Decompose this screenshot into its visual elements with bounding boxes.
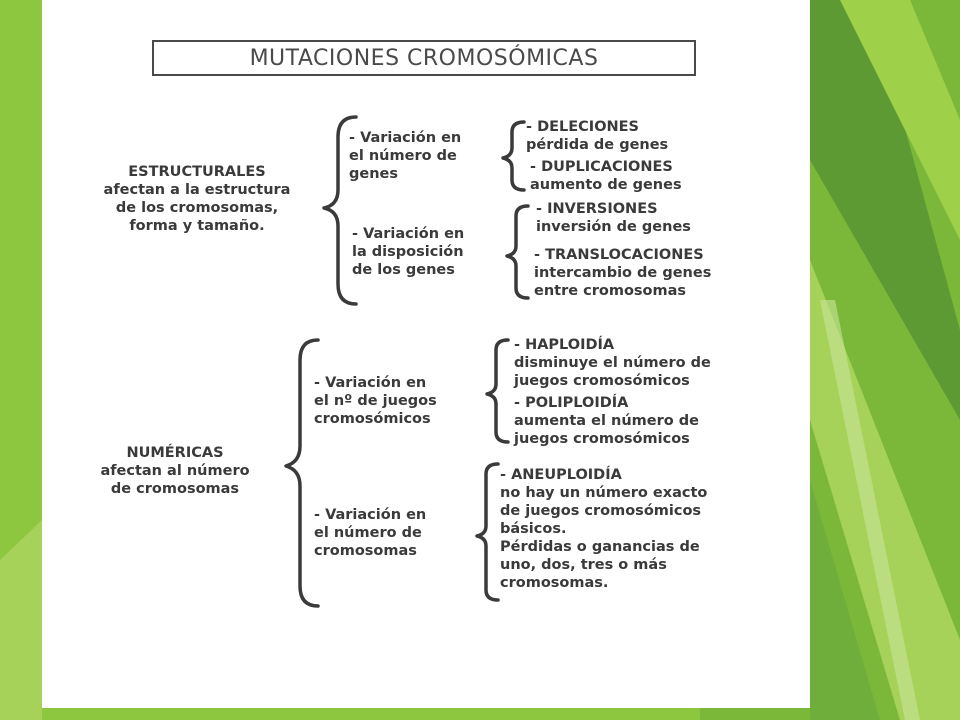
bracket-number-genes [503, 122, 524, 190]
numerical-branch-chromosome-count: - Variación en el número de cromosomas [314, 507, 427, 559]
bracket-sets [487, 340, 508, 442]
duplications-item: - DUPLICACIONES aumento de genes [530, 159, 682, 193]
inversions-item: - INVERSIONES inversión de genes [536, 201, 691, 235]
bracket-aneuploidy [477, 464, 498, 600]
deletions-item: - DELECIONES pérdida de genes [526, 119, 669, 153]
structural-branch-number-of-genes: - Variación en el número de genes [349, 130, 462, 182]
numerical-heading: NUMÉRICAS afectan al número de cromosomas [100, 445, 250, 497]
structural-branch-gene-disposition: - Variación en la disposición de los genes [352, 226, 465, 278]
numerical-branch-chromosome-sets: - Variación en el nº de juegos cromosómicos [314, 375, 437, 427]
diagram-title: MUTACIONES CROMOSÓMICAS [249, 45, 599, 71]
polyploidy-item: - POLIPLOIDÍA aumenta el número de juegos cromosómicos [514, 395, 699, 447]
haploidy-item: - HAPLOIDÍA disminuye el número de juegos cromosómicos [514, 337, 711, 389]
bracket-disposition-genes [507, 206, 528, 298]
aneuploidy-item: - ANEUPLOIDÍA no hay un número exacto de juegos cromosómicos básicos. Pérdidas o ganancias de uno, dos, tres o más cromosomas. [500, 467, 708, 591]
structural-heading: ESTRUCTURALES afectan a la estructura de los cromosomas, forma y tamaño. [103, 164, 291, 234]
translocations-item: - TRANSLOCACIONES intercambio de genes entre cromosomas [534, 247, 712, 299]
